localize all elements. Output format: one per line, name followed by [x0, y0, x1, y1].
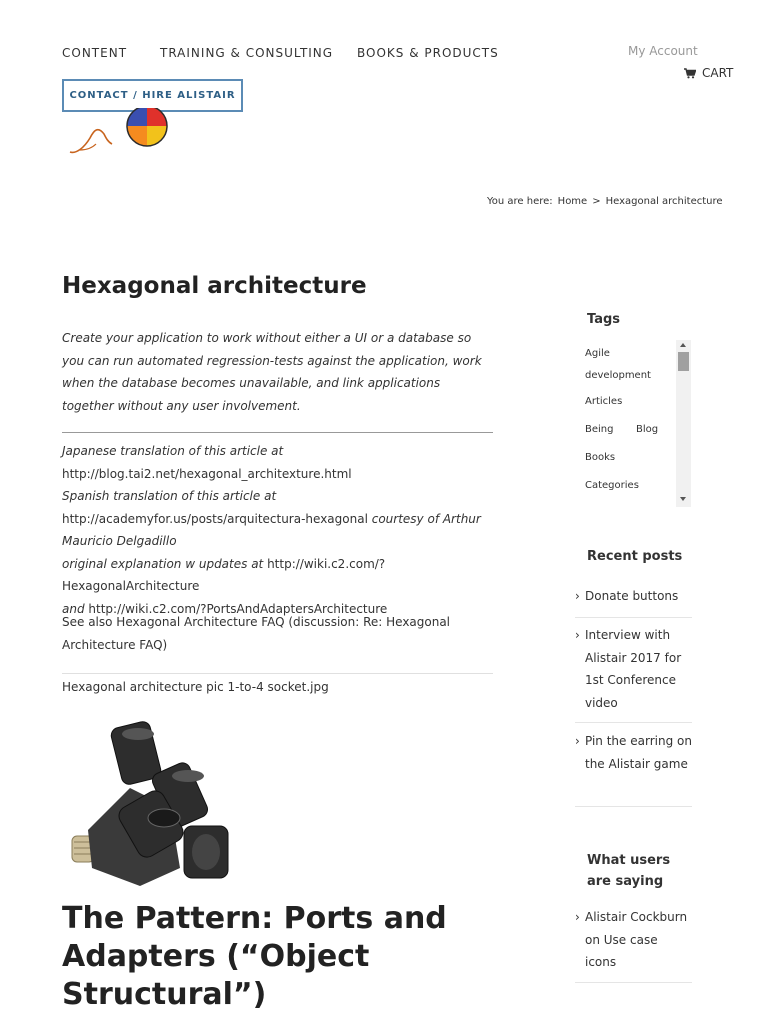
breadcrumb — [487, 196, 723, 207]
shopping-cart-icon — [684, 68, 696, 79]
tag-being[interactable]: Being — [585, 424, 614, 435]
tag-books[interactable]: Books — [585, 452, 616, 463]
spanish-courtesy: courtesy of Arthur Mauricio Delgadillo — [62, 511, 481, 548]
chevron-right-icon: › — [575, 589, 580, 603]
divider — [575, 982, 692, 983]
divider — [575, 617, 692, 618]
breadcrumb-prefix: You are here: — [487, 196, 553, 207]
chevron-right-icon: › — [575, 910, 580, 924]
divider — [575, 722, 692, 723]
tag-categories[interactable]: Categories — [585, 480, 639, 491]
chevron-right-icon: › — [575, 628, 580, 642]
japanese-label: Japanese translation of this article at — [62, 444, 284, 458]
contact-hire-button[interactable]: CONTACT / HIRE ALISTAIR — [62, 79, 243, 112]
chevron-right-icon: › — [575, 734, 580, 748]
socket-splitter-image — [70, 718, 240, 890]
translations-block — [62, 440, 502, 620]
breadcrumb-current: Hexagonal architecture — [605, 196, 723, 207]
original-label: original explanation w updates at — [62, 556, 268, 571]
cart-label: CART — [702, 66, 734, 80]
site-logo[interactable] — [66, 108, 170, 156]
recent-post-item[interactable] — [575, 585, 692, 608]
tag-articles[interactable]: Articles — [585, 396, 623, 407]
nav-books-products[interactable]: BOOKS & PRODUCTS — [357, 46, 499, 60]
section-heading: The Pattern: Ports and Adapters (“Object Structural”) — [62, 901, 447, 1012]
divider — [575, 806, 692, 807]
page-title: Hexagonal architecture — [62, 273, 367, 299]
ports-adapters-url[interactable]: http://wiki.c2.com/?PortsAndAdaptersArchitecture — [88, 601, 388, 616]
original-url[interactable]: http://wiki.c2.com/?HexagonalArchitecture — [62, 556, 386, 593]
scroll-up-arrow-icon[interactable] — [680, 343, 686, 347]
cart-link[interactable] — [684, 66, 733, 80]
spanish-url[interactable]: http://academyfor.us/posts/arquitectura-hexagonal — [62, 511, 368, 526]
recent-post-item[interactable] — [575, 730, 692, 775]
tags-list[interactable] — [583, 340, 691, 507]
and-label: and — [62, 601, 89, 616]
scroll-down-arrow-icon[interactable] — [680, 497, 686, 501]
recent-post-link[interactable]: Pin the earring on the Alistair game — [585, 734, 692, 771]
tag-blog[interactable]: Blog — [636, 424, 659, 435]
see-also-text: See also Hexagonal Architecture FAQ (discussion: Re: Hexagonal Architecture FAQ) — [62, 615, 451, 652]
article-intro: Create your application to work without either a UI or a database so you can run automated regression-tests against the application, work when the database becomes unavailable, and link applications together without any user involvement. — [62, 331, 482, 413]
divider — [62, 673, 493, 674]
image-caption: Hexagonal architecture pic 1-to-4 socket.jpg — [62, 680, 329, 694]
breadcrumb-separator: > — [592, 196, 601, 207]
my-account-link[interactable]: My Account — [628, 44, 698, 58]
recent-post-link[interactable]: Donate buttons — [585, 589, 679, 603]
users-saying-title: What users are saying — [587, 853, 671, 889]
recent-post-link[interactable]: Interview with Alistair 2017 for 1st Conference video — [585, 628, 682, 710]
comment-item[interactable] — [575, 906, 692, 974]
nav-training-consulting[interactable]: TRAINING & CONSULTING — [160, 46, 334, 60]
japanese-url[interactable]: http://blog.tai2.net/hexagonal_architexture.html — [62, 466, 352, 481]
scrollbar-thumb[interactable] — [678, 352, 689, 371]
tag-agile-development[interactable]: Agile development — [585, 348, 651, 381]
recent-post-item[interactable] — [575, 624, 692, 714]
nav-content[interactable]: CONTENT — [62, 46, 128, 60]
breadcrumb-home[interactable]: Home — [557, 196, 588, 207]
spanish-label: Spanish translation of this article at — [62, 489, 277, 503]
recent-posts-title: Recent posts — [587, 549, 683, 564]
divider — [62, 432, 493, 433]
comment-link[interactable]: Alistair Cockburn on Use case icons — [585, 910, 688, 969]
tags-title: Tags — [587, 312, 621, 327]
